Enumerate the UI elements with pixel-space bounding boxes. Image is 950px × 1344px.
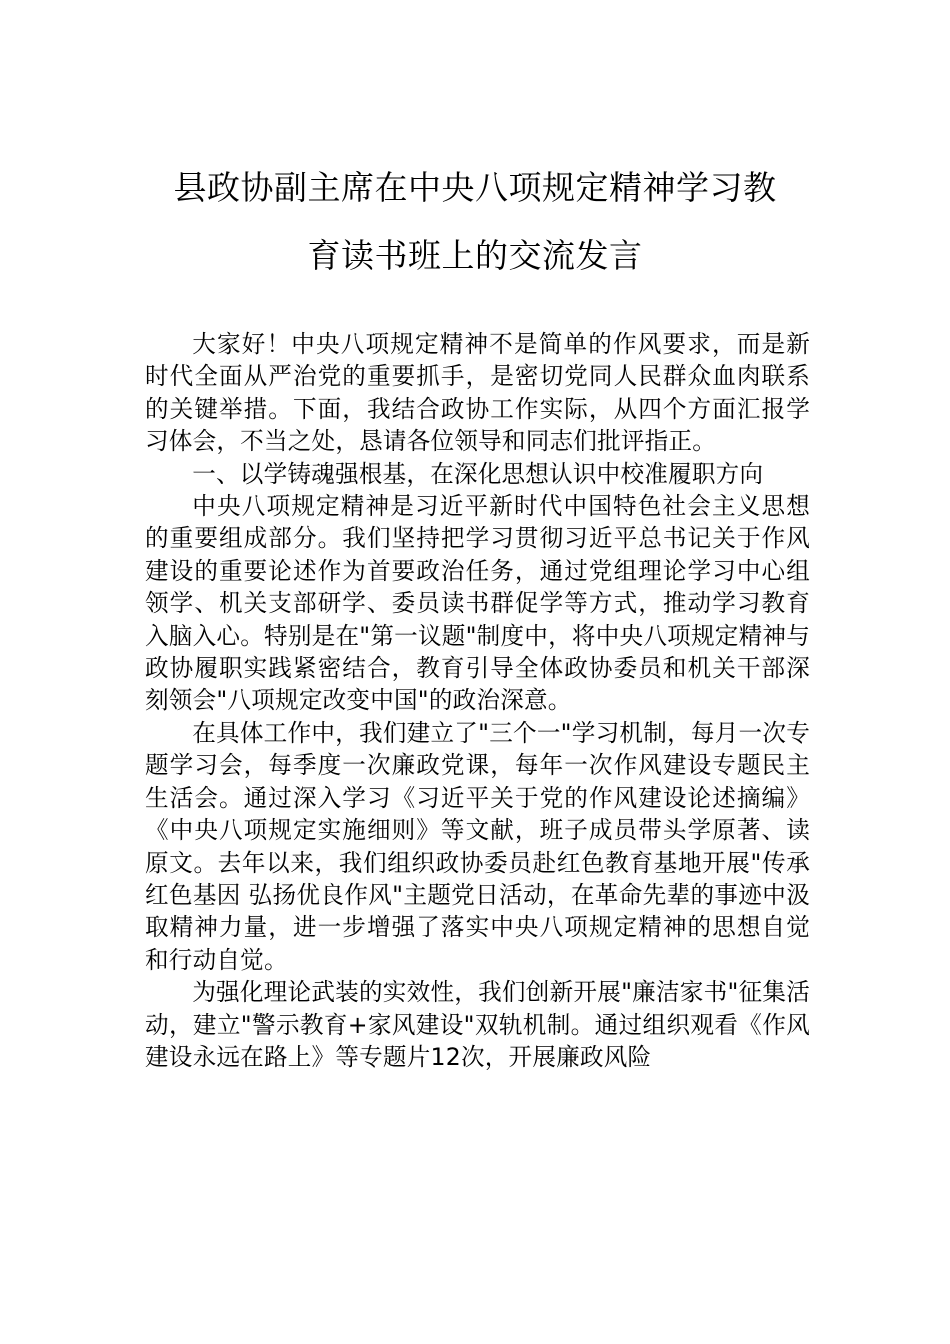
document-title-line-1: 县政协副主席在中央八项规定精神学习教: [173, 168, 777, 207]
paragraph: 中央八项规定精神是习近平新时代中国特色社会主义思想的重要组成部分。我们坚持把学习贯彻习近平总书记关于作风建设的重要论述作为首要政治任务，通过党组理论学习中心组领学、机关支部研学、委员读书群促学等方式，推动学习教育入脑入心。特别是在"第一议题"制度中，将中央八项规定精神与政协履职实践紧密结合，教育引导全体政协委员和机关干部深刻领会"八项规定改变中国"的政治深意。: [145, 492, 810, 715]
paragraph: 为强化理论武装的实效性，我们创新开展"廉洁家书"征集活动，建立"警示教育+家风建设"双轨机制。通过组织观看《作风建设永远在路上》等专题片12次，开展廉政风险: [145, 978, 810, 1071]
paragraph: 在具体工作中，我们建立了"三个一"学习机制，每月一次专题学习会，每季度一次廉政党课，每年一次作风建设专题民主生活会。通过深入学习《习近平关于党的作风建设论述摘编》《中央八项规定实施细则》等文献，班子成员带头学原著、读原文。去年以来，我们组织政协委员赴红色教育基地开展"传承红色基因 弘扬优良作风"主题党日活动，在革命先辈的事迹中汲取精神力量，进一步增强了落实中央八项规定精神的思想自觉和行动自觉。: [145, 718, 810, 974]
section-heading-1: 一、以学铸魂强根基，在深化思想认识中校准履职方向: [192, 459, 764, 488]
paragraph-opening: 大家好！中央八项规定精神不是简单的作风要求，而是新时代全面从严治党的重要抓手，是密切党同人民群众血肉联系的关键举措。下面，我结合政协工作实际，从四个方面汇报学习体会，不当之处，恳请各位领导和同志们批评指正。: [145, 330, 810, 456]
document-body: [145, 328, 810, 1073]
document-title-line-2: 育读书班上的交流发言: [307, 236, 643, 275]
